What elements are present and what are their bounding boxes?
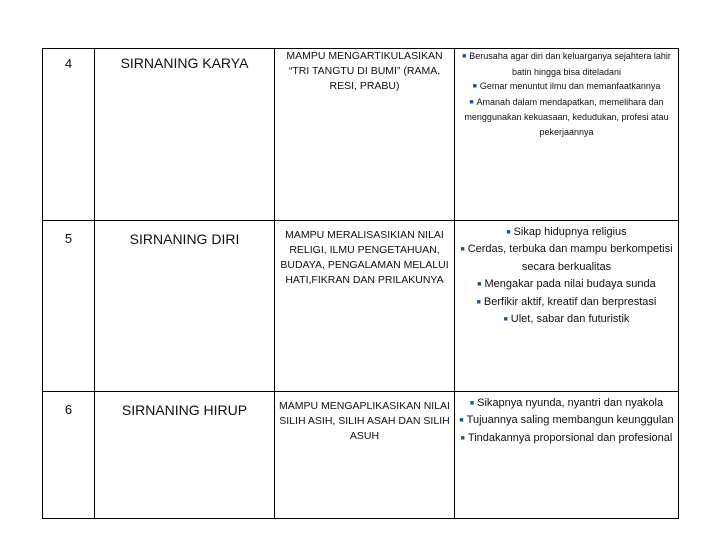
bullet-icon: ■ [462, 53, 467, 60]
bullet-icon: ■ [472, 83, 477, 91]
list-item: ■ Berfikir aktif, kreatif dan berprestasi [476, 295, 657, 308]
row-number: 4 [43, 49, 95, 221]
list-item: ■ Sikapnya nyunda, nyantri dan nyakola [469, 397, 664, 409]
bullet-icon: ■ [469, 98, 474, 106]
row-title: SIRNANING DIRI [95, 221, 275, 392]
row-title: SIRNANING HIRUP [95, 392, 275, 519]
table-row [43, 49, 679, 221]
table-row [43, 392, 679, 519]
bullet-icon: ■ [476, 298, 481, 306]
list-item: ■ Sikap hidupnya religius [506, 226, 627, 238]
list-item: ■ Gemar menuntut ilmu dan memanfaatkannya [472, 81, 661, 92]
list-item: ■ Berusaha agar diri dan keluarganya sejahtera lahir batin hingga bisa diteladani [462, 51, 671, 77]
list-item: ■ Tindakannya proporsional dan profesional [460, 431, 673, 444]
bullet-icon: ■ [460, 434, 465, 442]
list-item: ■ Ulet, sabar dan futuristik [503, 313, 630, 326]
list-item: ■ Tujuannya saling membangun keunggulan [459, 414, 674, 427]
bullet-icon: ■ [459, 417, 464, 425]
row-description: MAMPU MENGAPLIKASIKAN NILAI SILIH ASIH, SILIH ASAH DAN SILIH ASUH [275, 392, 455, 519]
list-item: ■ Mengakar pada nilai budaya sunda [477, 278, 656, 291]
bullet-icon: ■ [506, 229, 511, 236]
bullet-icon: ■ [469, 400, 475, 407]
row-values [455, 221, 679, 392]
row-number: 5 [43, 221, 95, 392]
table-row [43, 221, 679, 392]
values-table [42, 48, 679, 519]
list-item: ■ Cerdas, terbuka dan mampu berkompetisi secara berkualitas [460, 243, 673, 273]
row-description: MAMPU MENGARTIKULASIKAN “TRI TANGTU DI BUMI” (RAMA, RESI, PRABU) [275, 49, 455, 221]
row-title: SIRNANING KARYA [95, 49, 275, 221]
bullet-icon: ■ [477, 281, 482, 289]
row-number: 6 [43, 392, 95, 519]
bullet-icon: ■ [460, 246, 465, 254]
list-item: ■ Amanah dalam mendapatkan, memelihara dan menggunakan kekuasaan, kedudukan, profesi atau pekerjaannya [464, 96, 669, 137]
row-values [455, 49, 679, 221]
row-values [455, 392, 679, 519]
bullet-icon: ■ [503, 316, 508, 324]
row-description: MAMPU MERALISASIKIAN NILAI RELIGI, ILMU PENGETAHUAN, BUDAYA, PENGALAMAN MELALUI HATI,FIKRAN DAN PRILAKUNYA [275, 221, 455, 392]
